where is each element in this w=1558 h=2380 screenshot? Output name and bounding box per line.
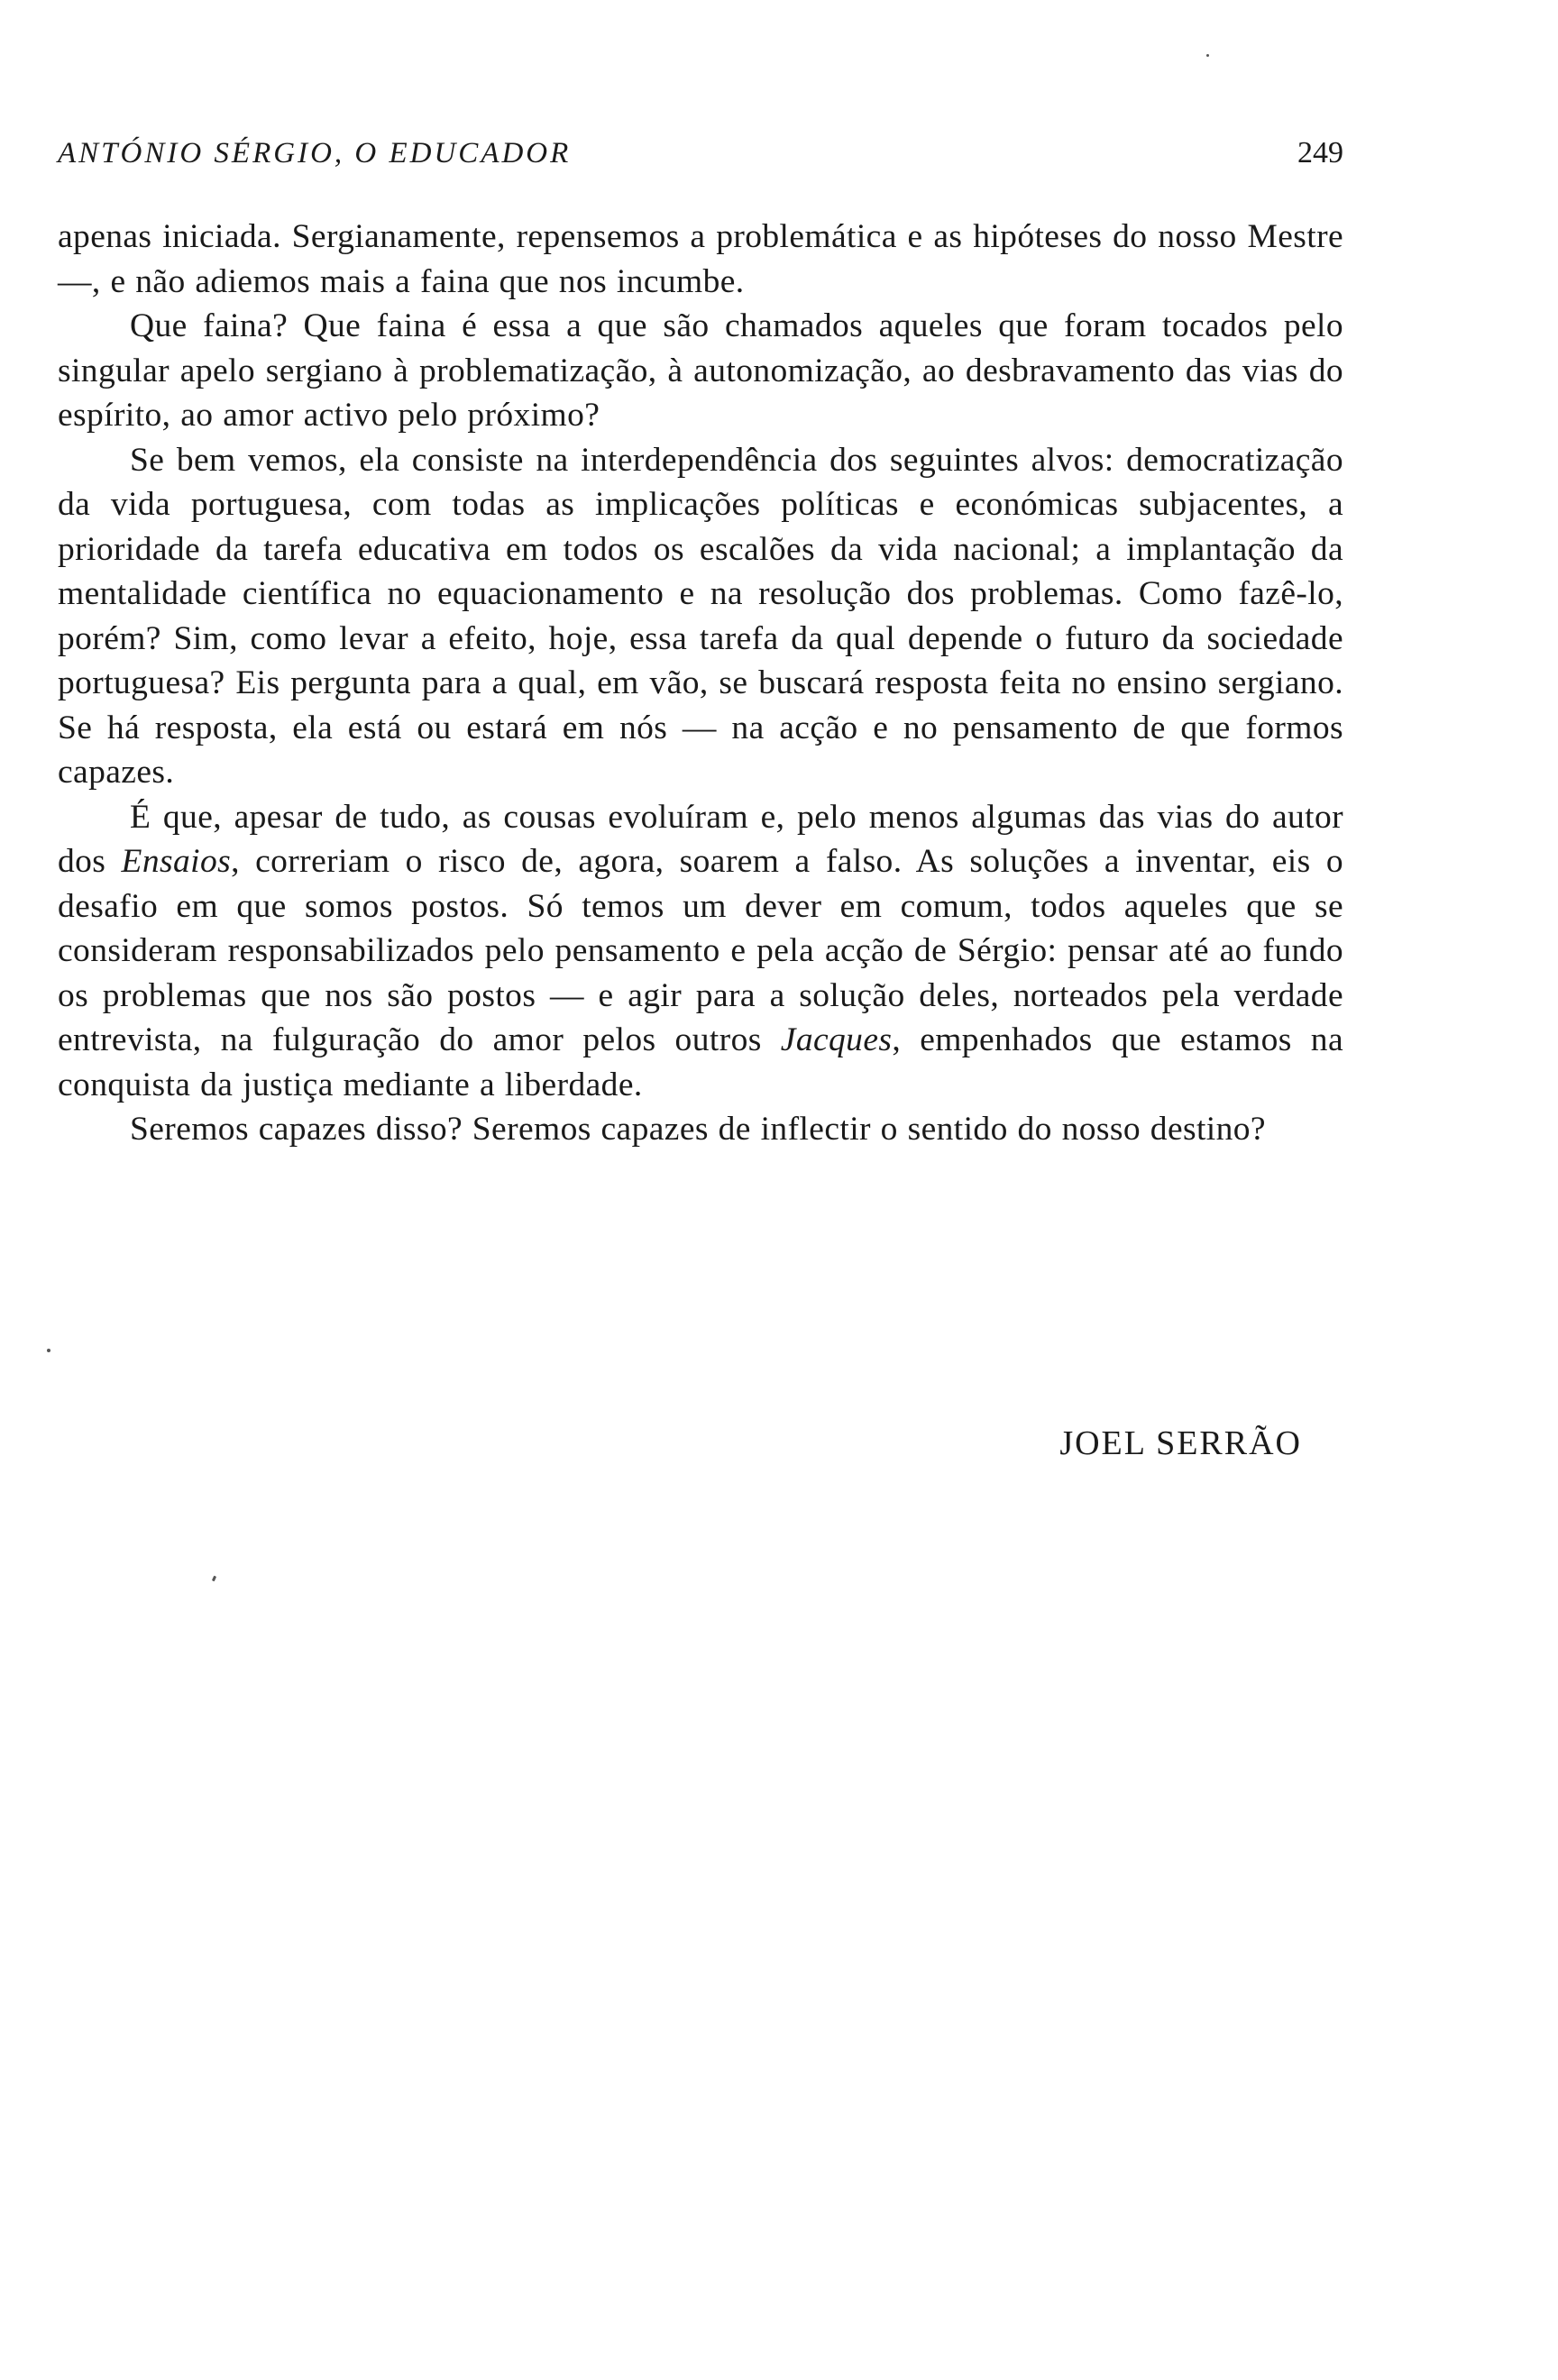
page-number: 249 xyxy=(1297,136,1343,169)
running-header xyxy=(58,133,1343,173)
italic-title-ensaios: Ensaios xyxy=(121,843,232,880)
paragraph-1: apenas iniciada. Sergianamente, repensemos a problemática e as hipóteses do nosso Mestre —, e não adiemos mais a faina que nos incumbe. xyxy=(58,218,1343,300)
running-title: ANTÓNIO SÉRGIO, O EDUCADOR xyxy=(58,137,572,169)
paragraph-2: Que faina? Que faina é essa a que são chamados aqueles que foram tocados pelo singular apelo sergiano à problematização, à autonomização, ao desbravamento das vias do espírito, ao amor activo pelo próximo? xyxy=(58,307,1343,434)
author-signature: JOEL SERRÃO xyxy=(1059,1424,1302,1462)
italic-name-jacques: Jacques xyxy=(780,1021,893,1058)
paragraph-4-text-a: É que, apesar de tudo, as cousas evoluíram e, pelo menos algumas das vias do autor dos xyxy=(58,798,1343,880)
paragraph-5: Seremos capazes disso? Seremos capazes de inflectir o sentido do nosso destino? xyxy=(130,1111,1266,1148)
scan-speck xyxy=(47,1349,50,1352)
scan-speck xyxy=(1206,54,1209,57)
paragraph-3: Se bem vemos, ela consiste na interdependência dos seguintes alvos: democratização da vida portuguesa, com todas as implicações políticas e económicas subjacentes, a prioridade da tarefa educativa em todos os escalões da vida nacional; a implantação da mentalidade científica no equacionamento e na resolução dos problemas. Como fazê-lo, porém? Sim, como levar a efeito, hoje, essa tarefa da qual depende o futuro da sociedade portuguesa? Eis pergunta para a qual, em vão, se buscará resposta feita no ensino sergiano. Se há resposta, ela está ou estará em nós — na acção e no pensamento de que formos capazes. xyxy=(58,441,1343,791)
paragraph-4-text-c: , correriam o risco de, agora, soarem a falso. As soluções a inventar, eis o desafio em que somos postos. Só temos um dever em comum, todos aqueles que se consideram responsabilizados pelo pensamento e pela acção de Sérgio: pensar até ao fundo os problemas que nos são postos — e agir para a solução deles, norteados pela verdade entrevista, na fulguração do amor pelos outros xyxy=(58,843,1343,1058)
paragraph-4-text-e: , empenhados que estamos na conquista da justiça mediante a liberdade. xyxy=(58,1021,1343,1103)
document-page xyxy=(58,0,1343,2380)
body-text xyxy=(58,215,1343,1152)
paragraph-4 xyxy=(58,795,1343,1108)
